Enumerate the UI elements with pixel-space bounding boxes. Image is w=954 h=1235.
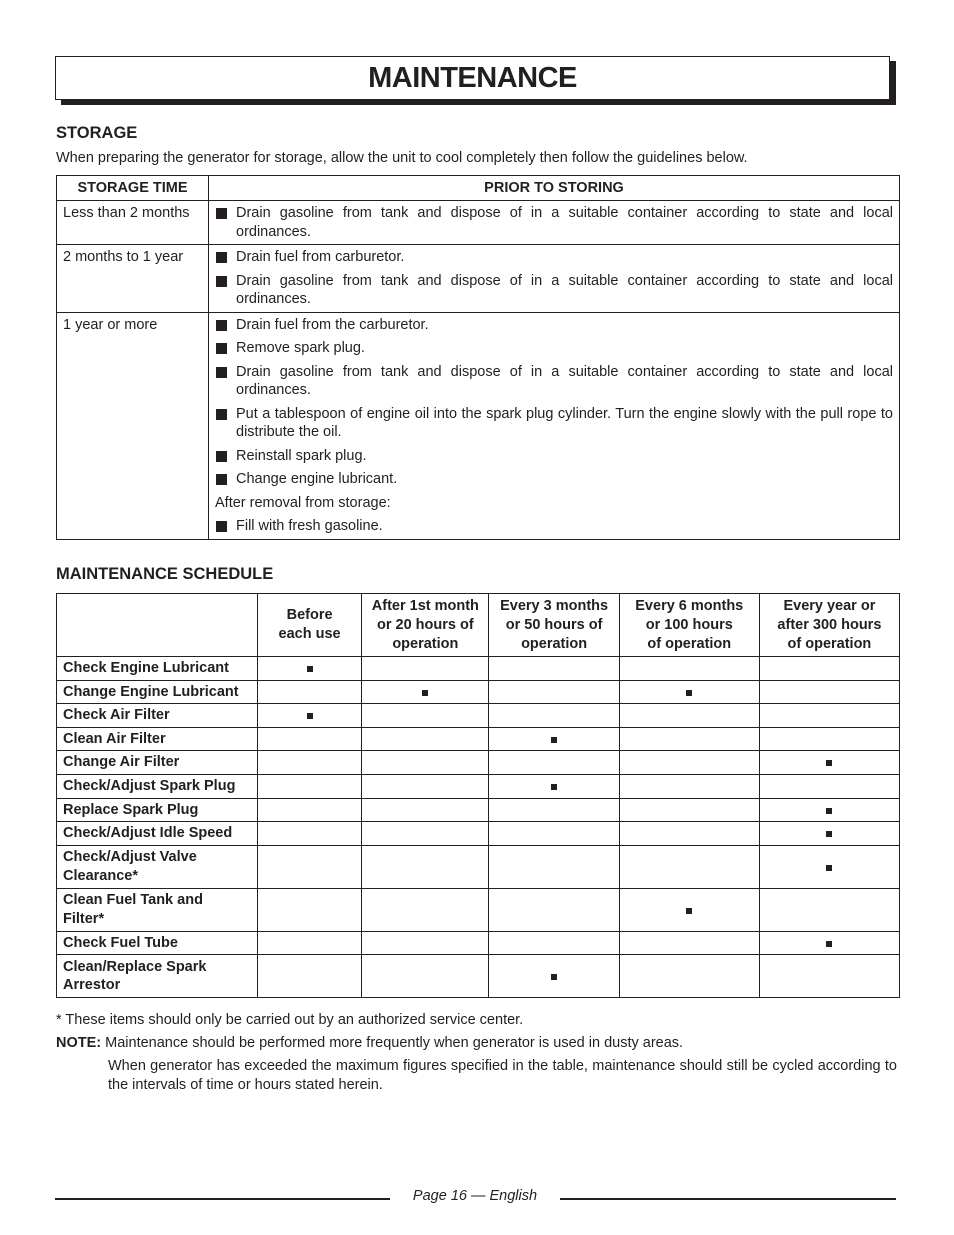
page-title-box (55, 56, 890, 100)
schedule-mark-cell (362, 657, 489, 681)
check-mark-square-icon (826, 760, 832, 766)
check-mark-square-icon (686, 908, 692, 914)
storage-time-header: STORAGE TIME (57, 176, 209, 201)
schedule-mark-cell (619, 888, 759, 931)
note-text: Maintenance should be performed more frequently when generator is used in dusty areas. (105, 1035, 684, 1051)
schedule-mark-cell (489, 931, 619, 955)
schedule-row (57, 955, 900, 998)
schedule-heading: MAINTENANCE SCHEDULE (56, 565, 274, 583)
schedule-mark-cell (362, 704, 489, 728)
schedule-mark-cell (362, 845, 489, 888)
storage-row (57, 201, 900, 245)
storage-table (56, 175, 900, 540)
footer-rule-left (55, 1198, 390, 1200)
note-label: NOTE: (56, 1035, 102, 1051)
bullet-text: Drain fuel from the carburetor. (236, 316, 429, 333)
schedule-mark-cell (759, 657, 899, 681)
schedule-mark-cell (257, 680, 361, 704)
prior-to-storing-header: PRIOR TO STORING (209, 176, 900, 201)
schedule-row (57, 657, 900, 681)
check-mark-square-icon (551, 784, 557, 790)
schedule-column-header: Every 6 months or 100 hours of operation (619, 594, 759, 657)
schedule-task-cell: Check/Adjust Idle Speed (57, 822, 258, 846)
schedule-row (57, 822, 900, 846)
schedule-mark-cell (759, 704, 899, 728)
schedule-mark-cell (619, 704, 759, 728)
schedule-mark-cell (489, 704, 619, 728)
schedule-mark-cell (362, 931, 489, 955)
storage-time-cell: 2 months to 1 year (57, 245, 209, 313)
square-bullet-icon (216, 252, 227, 263)
schedule-mark-cell (619, 657, 759, 681)
schedule-mark-cell (489, 798, 619, 822)
schedule-mark-cell (362, 798, 489, 822)
schedule-row (57, 704, 900, 728)
check-mark-square-icon (307, 666, 313, 672)
schedule-row (57, 751, 900, 775)
schedule-mark-cell (759, 680, 899, 704)
schedule-column-header: Before each use (257, 594, 361, 657)
schedule-mark-cell (489, 888, 619, 931)
schedule-row (57, 727, 900, 751)
schedule-mark-cell (489, 774, 619, 798)
bullet-item (215, 447, 893, 466)
schedule-mark-cell (759, 888, 899, 931)
schedule-task-cell: Check Air Filter (57, 704, 258, 728)
schedule-mark-cell (759, 955, 899, 998)
check-mark-square-icon (551, 974, 557, 980)
storage-row (57, 245, 900, 313)
check-mark-square-icon (551, 737, 557, 743)
schedule-row (57, 798, 900, 822)
schedule-task-cell: Check Fuel Tube (57, 931, 258, 955)
square-bullet-icon (216, 276, 227, 287)
schedule-mark-cell (257, 931, 361, 955)
check-mark-square-icon (826, 941, 832, 947)
schedule-mark-cell (619, 822, 759, 846)
bullet-item (215, 470, 893, 489)
schedule-mark-cell (759, 931, 899, 955)
schedule-mark-cell (489, 727, 619, 751)
schedule-mark-cell (759, 822, 899, 846)
square-bullet-icon (216, 343, 227, 354)
bullet-item (215, 405, 893, 442)
bullet-text: Change engine lubricant. (236, 471, 398, 487)
storage-heading: STORAGE (56, 124, 138, 142)
note-line (56, 1034, 683, 1053)
schedule-mark-cell (362, 751, 489, 775)
storage-time-cell: 1 year or more (57, 312, 209, 539)
square-bullet-icon (216, 367, 227, 378)
schedule-mark-cell (759, 798, 899, 822)
storage-table-body (57, 201, 900, 540)
schedule-mark-cell (362, 888, 489, 931)
bullet-item (215, 272, 893, 309)
schedule-mark-cell (257, 751, 361, 775)
bullet-item (215, 204, 893, 241)
schedule-task-cell: Clean/Replace Spark Arrestor (57, 955, 258, 998)
schedule-mark-cell (257, 798, 361, 822)
note-continuation: When generator has exceeded the maximum figures specified in the table, maintenance should still be cycled according to the intervals of time or hours stated herein. (108, 1058, 897, 1093)
square-bullet-icon (216, 409, 227, 420)
bullet-text: Remove spark plug. (236, 340, 365, 356)
schedule-mark-cell (759, 751, 899, 775)
schedule-mark-cell (362, 680, 489, 704)
schedule-row (57, 845, 900, 888)
schedule-mark-cell (489, 955, 619, 998)
bullet-text: Put a tablespoon of engine oil into the spark plug cylinder. Turn the engine slowly with the pull rope to distribute the oil. (236, 405, 893, 440)
schedule-mark-cell (257, 845, 361, 888)
bullet-text: Reinstall spark plug. (236, 447, 367, 464)
schedule-column-header: Every year or after 300 hours of operation (759, 594, 899, 657)
bullet-text: Fill with fresh gasoline. (236, 518, 383, 534)
prior-to-storing-cell (209, 312, 900, 539)
schedule-task-cell: Change Engine Lubricant (57, 680, 258, 704)
schedule-mark-cell (362, 727, 489, 751)
schedule-mark-cell (362, 774, 489, 798)
check-mark-square-icon (422, 690, 428, 696)
schedule-mark-cell (489, 751, 619, 775)
footnote: * These items should only be carried out by an authorized service center. (56, 1012, 524, 1028)
check-mark-square-icon (826, 808, 832, 814)
check-mark-square-icon (307, 713, 313, 719)
footer-rule-right (560, 1198, 896, 1200)
schedule-task-cell: Change Air Filter (57, 751, 258, 775)
schedule-mark-cell (257, 774, 361, 798)
bullet-item (215, 316, 893, 335)
schedule-mark-cell (759, 774, 899, 798)
square-bullet-icon (216, 521, 227, 532)
square-bullet-icon (216, 320, 227, 331)
schedule-mark-cell (619, 798, 759, 822)
schedule-mark-cell (489, 822, 619, 846)
schedule-mark-cell (257, 657, 361, 681)
storage-time-cell: Less than 2 months (57, 201, 209, 245)
square-bullet-icon (216, 474, 227, 485)
schedule-task-cell: Check/Adjust Spark Plug (57, 774, 258, 798)
bullet-text: Drain gasoline from tank and dispose of in a suitable container according to state and local ordinances. (236, 205, 893, 240)
schedule-task-cell: Clean Air Filter (57, 727, 258, 751)
schedule-mark-cell (489, 657, 619, 681)
bullet-text: Drain fuel from carburetor. (236, 249, 405, 265)
schedule-mark-cell (362, 822, 489, 846)
schedule-mark-cell (257, 955, 361, 998)
after-removal-label: After removal from storage: (215, 494, 391, 511)
schedule-row (57, 931, 900, 955)
schedule-mark-cell (257, 727, 361, 751)
schedule-mark-cell (619, 680, 759, 704)
schedule-row (57, 888, 900, 931)
storage-intro: When preparing the generator for storage, allow the unit to cool completely then follow the guidelines below. (56, 150, 748, 166)
bullet-item (215, 363, 893, 400)
schedule-row (57, 680, 900, 704)
schedule-mark-cell (619, 955, 759, 998)
schedule-column-header: After 1st month or 20 hours of operation (362, 594, 489, 657)
schedule-header-row (57, 594, 900, 657)
schedule-task-cell: Check Engine Lubricant (57, 657, 258, 681)
bullet-item (215, 517, 893, 536)
bullet-item (215, 339, 893, 358)
schedule-mark-cell (759, 845, 899, 888)
check-mark-square-icon (826, 831, 832, 837)
schedule-task-cell: Clean Fuel Tank and Filter* (57, 888, 258, 931)
schedule-task-cell: Replace Spark Plug (57, 798, 258, 822)
bullet-item (215, 248, 893, 267)
schedule-task-cell: Check/Adjust Valve Clearance* (57, 845, 258, 888)
schedule-mark-cell (257, 704, 361, 728)
check-mark-square-icon (826, 865, 832, 871)
schedule-mark-cell (619, 774, 759, 798)
maintenance-schedule-table (56, 593, 900, 998)
page-footer: Page 16 — English (412, 1188, 538, 1204)
schedule-mark-cell (619, 845, 759, 888)
schedule-mark-cell (489, 845, 619, 888)
schedule-mark-cell (619, 931, 759, 955)
storage-row (57, 312, 900, 539)
check-mark-square-icon (686, 690, 692, 696)
schedule-row (57, 774, 900, 798)
schedule-mark-cell (257, 888, 361, 931)
schedule-mark-cell (619, 751, 759, 775)
schedule-mark-cell (619, 727, 759, 751)
schedule-mark-cell (362, 955, 489, 998)
bullet-text: Drain gasoline from tank and dispose of in a suitable container according to state and local ordinances. (236, 363, 893, 398)
schedule-column-header: Every 3 months or 50 hours of operation (489, 594, 619, 657)
schedule-table-body (57, 657, 900, 998)
square-bullet-icon (216, 208, 227, 219)
schedule-mark-cell (759, 727, 899, 751)
schedule-mark-cell (257, 822, 361, 846)
schedule-mark-cell (489, 680, 619, 704)
prior-to-storing-cell (209, 201, 900, 245)
square-bullet-icon (216, 451, 227, 462)
prior-to-storing-cell (209, 245, 900, 313)
page-title: MAINTENANCE (368, 61, 577, 94)
bullet-text: Drain gasoline from tank and dispose of in a suitable container according to state and local ordinances. (236, 272, 893, 307)
storage-table-header-row (57, 176, 900, 201)
schedule-corner-cell (57, 594, 258, 657)
